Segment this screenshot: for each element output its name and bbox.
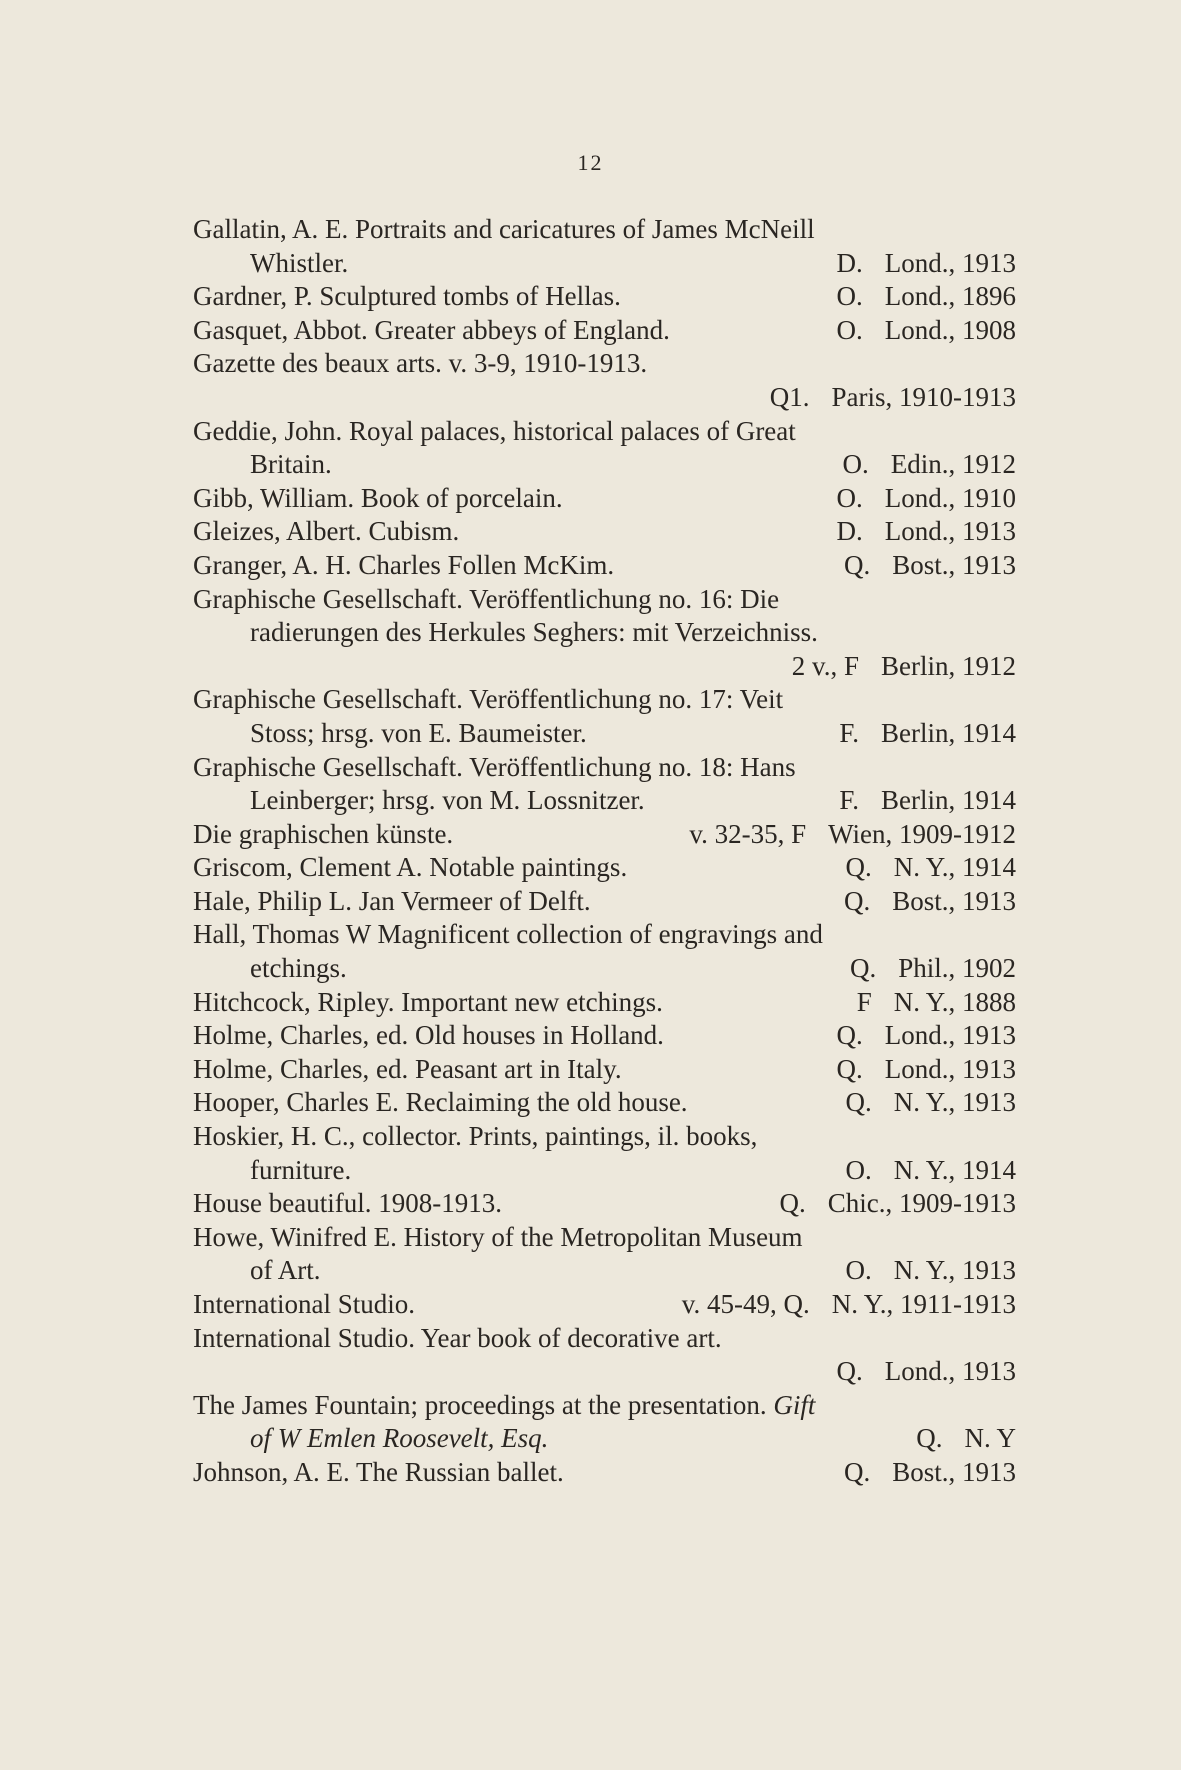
entry-text: of W Emlen Roosevelt, Esq. xyxy=(250,1423,549,1454)
entry-size: O. xyxy=(842,449,869,480)
entry-text: Hall, Thomas W Magnificent collection of engravings and xyxy=(193,919,823,950)
entry-line xyxy=(193,717,1016,751)
entry-line xyxy=(193,314,1016,348)
entry-meta xyxy=(837,280,1017,314)
entry-text: Johnson, A. E. The Russian ballet. xyxy=(193,1456,564,1487)
entry-text: Holme, Charles, ed. Peasant art in Italy. xyxy=(193,1053,622,1084)
entry-place-date: Lond., 1913 xyxy=(884,1356,1016,1387)
entry-line xyxy=(193,1221,1016,1255)
entry-size: Q1. xyxy=(769,381,810,412)
entry-text-group xyxy=(193,1389,815,1423)
entry-text: Hale, Philip L. Jan Vermeer of Delft. xyxy=(193,885,591,916)
entry-line xyxy=(193,415,1016,449)
entry-meta xyxy=(850,952,1016,986)
entry-place-date: Lond., 1908 xyxy=(884,314,1016,345)
entry-meta xyxy=(916,1422,1016,1456)
entry-size: Q. xyxy=(836,1020,863,1051)
entry-text: Geddie, John. Royal palaces, historical palaces of Great xyxy=(193,415,796,446)
entry-text: Griscom, Clement A. Notable paintings. xyxy=(193,852,628,883)
entry-text: Leinberger; hrsg. von M. Lossnitzer. xyxy=(250,785,645,816)
entry-meta xyxy=(837,1019,1017,1053)
entry-place-date: Chic., 1909-1913 xyxy=(827,1188,1016,1219)
entry-place-date: N. Y., 1913 xyxy=(893,1255,1016,1286)
entry-line xyxy=(193,213,1016,247)
entry-line xyxy=(193,1422,1016,1456)
entry-place-date: Paris, 1910-1913 xyxy=(831,381,1016,412)
entry-meta xyxy=(857,986,1016,1020)
entry-size: Q. xyxy=(843,885,871,916)
entry-size: O. xyxy=(836,482,863,513)
entry-place-date: Berlin, 1914 xyxy=(881,785,1016,816)
entry-text: Hooper, Charles E. Reclaiming the old house. xyxy=(193,1087,688,1118)
entry-meta xyxy=(837,247,1017,281)
entry-meta xyxy=(844,1456,1016,1490)
entry-text: Gardner, P. Sculptured tombs of Hellas. xyxy=(193,281,621,312)
entry-meta xyxy=(792,650,1016,684)
entry-size: Q. xyxy=(845,1087,872,1118)
entry-size: Q. xyxy=(779,1188,806,1219)
entry-meta xyxy=(837,482,1017,516)
entry-line xyxy=(193,1355,1016,1389)
entry-place-date: Lond., 1910 xyxy=(884,482,1016,513)
entry-place-date: Berlin, 1912 xyxy=(881,650,1016,681)
entry-text: Hitchcock, Ripley. Important new etchings. xyxy=(193,986,663,1017)
entry-line xyxy=(193,1456,1016,1490)
entry-line xyxy=(193,381,1016,415)
entry-place-date: N. Y xyxy=(964,1423,1016,1454)
entry-meta xyxy=(837,515,1017,549)
entry-line xyxy=(193,751,1016,785)
entry-meta xyxy=(839,717,1016,751)
entry-size: Q. xyxy=(845,852,872,883)
entry-size: v. 32-35, F xyxy=(689,818,807,849)
entry-place-date: Lond., 1913 xyxy=(884,247,1016,278)
bibliography-list xyxy=(193,213,1016,1490)
entry-place-date: N. Y., 1914 xyxy=(893,1154,1016,1185)
entry-place-date: Phil., 1902 xyxy=(898,953,1016,984)
entry-size: O. xyxy=(836,314,863,345)
entry-line xyxy=(193,247,1016,281)
entry-line xyxy=(193,952,1016,986)
entry-line xyxy=(193,683,1016,717)
entry-meta xyxy=(845,1254,1016,1288)
entry-meta xyxy=(770,381,1016,415)
entry-line xyxy=(193,515,1016,549)
entry-place-date: Lond., 1913 xyxy=(884,1020,1016,1051)
entry-size: Q. xyxy=(836,1053,863,1084)
entry-line xyxy=(193,1120,1016,1154)
entry-line xyxy=(193,1389,1016,1423)
entry-line xyxy=(193,885,1016,919)
entry-place-date: Berlin, 1914 xyxy=(881,717,1016,748)
entry-text: radierungen des Herkules Seghers: mit Verzeichniss. xyxy=(250,617,818,648)
entry-text: Hoskier, H. C., collector. Prints, paintings, il. books, xyxy=(193,1121,758,1152)
entry-line xyxy=(193,784,1016,818)
entry-line xyxy=(193,1086,1016,1120)
entry-text: Gibb, William. Book of porcelain. xyxy=(193,482,563,513)
entry-text: Howe, Winifred E. History of the Metropolitan Museum xyxy=(193,1221,803,1252)
entry-meta xyxy=(837,1053,1017,1087)
entry-meta xyxy=(689,818,1016,852)
entry-text: Gazette des beaux arts. v. 3-9, 1910-1913. xyxy=(193,348,648,379)
entry-meta xyxy=(780,1187,1017,1221)
entry-text: Graphische Gesellschaft. Veröffentlichung no. 18: Hans xyxy=(193,751,796,782)
entry-line xyxy=(193,1322,1016,1356)
entry-text: furniture. xyxy=(250,1154,352,1185)
entry-size: Q. xyxy=(916,1423,943,1454)
entry-meta xyxy=(843,448,1017,482)
entry-line xyxy=(193,448,1016,482)
entry-text: Gleizes, Albert. Cubism. xyxy=(193,516,460,547)
entry-size: F. xyxy=(839,717,859,748)
entry-size: O. xyxy=(845,1255,872,1286)
entry-meta xyxy=(845,851,1016,885)
entry-text: International Studio. Year book of decorative art. xyxy=(193,1322,722,1353)
entry-size: Q. xyxy=(849,953,877,984)
entry-text: House beautiful. 1908-1913. xyxy=(193,1188,502,1219)
entry-place-date: Lond., 1913 xyxy=(884,1053,1016,1084)
entry-meta xyxy=(839,784,1016,818)
entry-text: International Studio. xyxy=(193,1289,415,1319)
entry-size: F. xyxy=(839,785,859,816)
entry-line xyxy=(193,918,1016,952)
entry-text: Gasquet, Abbot. Greater abbeys of England. xyxy=(193,314,670,345)
entry-line xyxy=(193,280,1016,314)
entry-place-date: Lond., 1896 xyxy=(884,281,1016,312)
entry-meta xyxy=(844,549,1016,583)
entry-line xyxy=(193,851,1016,885)
entry-line xyxy=(193,347,1016,381)
entry-place-date: Bost., 1913 xyxy=(892,1456,1016,1487)
entry-meta xyxy=(844,885,1016,919)
entry-line xyxy=(193,616,1016,650)
entry-text: Die graphischen künste. xyxy=(193,818,454,849)
entry-line xyxy=(193,1254,1016,1288)
entry-line xyxy=(193,1288,1016,1322)
entry-text: Holme, Charles, ed. Old houses in Holland. xyxy=(193,1020,664,1051)
entry-text-italic: Gift xyxy=(773,1389,816,1420)
entry-line xyxy=(193,549,1016,583)
entry-meta xyxy=(837,1355,1017,1389)
entry-line xyxy=(193,583,1016,617)
page-number: 12 xyxy=(577,150,604,175)
entry-line xyxy=(193,650,1016,684)
entry-size: F xyxy=(856,986,872,1017)
entry-place-date: N. Y., 1911-1913 xyxy=(831,1289,1016,1319)
entry-size: v. 45-49, Q. xyxy=(681,1289,810,1319)
entry-size: O. xyxy=(845,1154,872,1185)
entry-line xyxy=(193,986,1016,1020)
entry-place-date: N. Y., 1914 xyxy=(893,852,1016,883)
entry-line xyxy=(193,1053,1016,1087)
entry-place-date: Bost., 1913 xyxy=(892,549,1016,580)
entry-size: D. xyxy=(836,516,863,547)
entry-size: Q. xyxy=(843,1456,871,1487)
entry-text: Granger, A. H. Charles Follen McKim. xyxy=(193,549,615,580)
entry-place-date: Bost., 1913 xyxy=(892,885,1016,916)
entry-line xyxy=(193,1187,1016,1221)
entry-place-date: Lond., 1913 xyxy=(884,516,1016,547)
entry-meta xyxy=(682,1288,1016,1322)
entry-text: etchings. xyxy=(250,953,347,984)
entry-size: 2 v., F xyxy=(791,650,859,681)
entry-text: Stoss; hrsg. von E. Baumeister. xyxy=(250,717,587,748)
entry-text: Britain. xyxy=(250,449,332,480)
entry-meta xyxy=(845,1086,1016,1120)
entry-line xyxy=(193,1154,1016,1188)
entry-line xyxy=(193,818,1016,852)
entry-text: Graphische Gesellschaft. Veröffentlichung no. 17: Veit xyxy=(193,684,784,715)
entry-text: Graphische Gesellschaft. Veröffentlichung no. 16: Die xyxy=(193,583,780,614)
entry-text: Whistler. xyxy=(250,247,349,278)
entry-meta xyxy=(845,1154,1016,1188)
entry-place-date: N. Y., 1888 xyxy=(893,986,1016,1017)
entry-size: O. xyxy=(836,281,863,312)
entry-place-date: Wien, 1909-1912 xyxy=(828,818,1016,849)
entry-text: The James Fountain; proceedings at the presentation. xyxy=(193,1389,767,1420)
entry-size: D. xyxy=(836,247,863,278)
entry-meta xyxy=(837,314,1017,348)
entry-place-date: N. Y., 1913 xyxy=(893,1087,1016,1118)
entry-size: Q. xyxy=(843,549,871,580)
entry-place-date: Edin., 1912 xyxy=(890,449,1016,480)
entry-line xyxy=(193,482,1016,516)
entry-text: Gallatin, A. E. Portraits and caricatures of James McNeill xyxy=(193,214,815,244)
entry-text: of Art. xyxy=(250,1255,321,1286)
entry-size: Q. xyxy=(836,1356,863,1387)
entry-line xyxy=(193,1019,1016,1053)
